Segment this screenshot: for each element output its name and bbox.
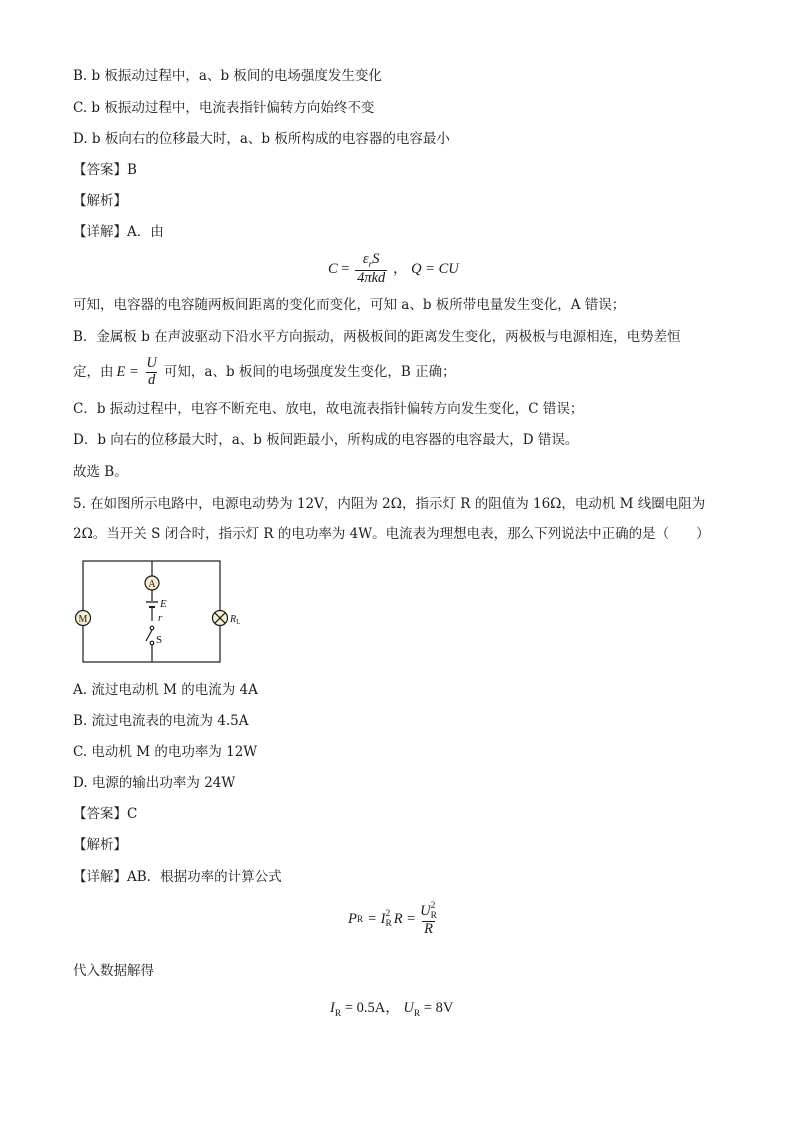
power-fraction bbox=[418, 902, 439, 938]
lamp-label-r: R bbox=[230, 614, 237, 625]
power-u-sub: R bbox=[430, 910, 437, 921]
capacitance-formula bbox=[328, 252, 459, 287]
power-i-scripts bbox=[385, 910, 391, 929]
paragraph-3-end: 可知，a、b 板间的电场强度发生变化，B 正确； bbox=[163, 364, 456, 381]
answer-label-2: 【答案】C bbox=[73, 806, 138, 822]
field-formula bbox=[117, 356, 161, 389]
power-i-sup: 2 bbox=[385, 909, 391, 920]
paragraph-4: C．b 振动过程中，电容不断充电、放电，故电流表指针偏转方向发生变化，C 错误； bbox=[73, 401, 584, 417]
lamp-icon bbox=[213, 611, 228, 626]
choice-a: A. 流过电动机 M 的电流为 4A bbox=[73, 682, 258, 698]
analysis-label-1: 【解析】 bbox=[73, 193, 127, 209]
analysis-label-2: 【解析】 bbox=[73, 837, 127, 853]
capacitance-fraction bbox=[355, 252, 387, 287]
result-i: I bbox=[330, 1000, 335, 1016]
motor-icon bbox=[76, 611, 91, 626]
power-r: R = bbox=[393, 911, 417, 928]
ammeter-icon bbox=[145, 576, 159, 590]
battery-icon bbox=[146, 602, 158, 607]
question-5-line-1: 5. 在如图所示电路中，电源电动势为 12V，内阻为 2Ω，指示灯 R 的阻值为 16Ω，电动机 M 线圈电阻为 bbox=[73, 496, 706, 512]
motor-label: M bbox=[78, 614, 88, 625]
formula-c: C bbox=[328, 260, 338, 277]
area-s: S bbox=[372, 251, 380, 267]
switch-label: S bbox=[156, 634, 163, 646]
power-p-sub: R bbox=[356, 914, 364, 925]
option-d-line: D. b 板向右的位移最大时，a、b 板所构成的电容器的电容最小 bbox=[73, 131, 450, 147]
lamp-label-sub: L bbox=[236, 618, 240, 626]
question-5-line-2: 2Ω。当开关 S 闭合时，指示灯 R 的电功率为 4W。电流表为理想电表，那么下列说法中正确的是（ ） bbox=[73, 526, 710, 542]
result-u: U bbox=[403, 1000, 414, 1016]
power-i-sub: R bbox=[385, 918, 392, 929]
paragraph-6: 故选 B。 bbox=[73, 464, 128, 480]
result-u-val: = 8V bbox=[423, 1000, 454, 1016]
option-c-line: C. b 板振动过程中，电流表指针偏转方向始终不变 bbox=[73, 100, 375, 116]
power-formula bbox=[348, 902, 441, 938]
separator: ， bbox=[392, 260, 408, 277]
choice-b: B. 流过电流表的电流为 4.5A bbox=[73, 713, 249, 729]
denominator: 4πkd bbox=[357, 270, 386, 287]
eps: ε bbox=[362, 251, 369, 267]
result-u-sub: R bbox=[413, 1008, 421, 1019]
eps-sub: r bbox=[368, 259, 373, 270]
switch-icon bbox=[146, 626, 154, 645]
answer-label-1: 【答案】B bbox=[73, 162, 137, 178]
emf-label: E bbox=[160, 598, 167, 610]
power-u: U bbox=[420, 902, 431, 919]
charge-formula: Q = CU bbox=[411, 260, 459, 277]
power-p: P bbox=[348, 911, 357, 928]
power-den: R bbox=[424, 921, 433, 937]
paragraph-1: 可知，电容器的电容随两板间距离的变化而变化，可知 a、b 板所带电量发生变化，A 错误； bbox=[73, 297, 626, 313]
choice-d: D. 电源的输出功率为 24W bbox=[73, 775, 236, 791]
choice-c: C. 电动机 M 的电功率为 12W bbox=[73, 744, 258, 760]
option-b-line: B. b 板振动过程中，a、b 板间的电场强度发生变化 bbox=[73, 68, 382, 84]
paragraph-2: B．金属板 b 在声波驱动下沿水平方向振动，两极板间的距离发生变化，两极板与电源相连，电势差恒 bbox=[73, 329, 681, 345]
detail-label-2: 【详解】AB．根据功率的计算公式 bbox=[73, 869, 282, 885]
result-i-sub: R bbox=[334, 1008, 342, 1019]
lamp-label bbox=[229, 614, 240, 626]
result-i-val: = 0.5A， bbox=[344, 1000, 400, 1016]
paragraph-3-start: 定，由 bbox=[73, 364, 114, 381]
paragraph-7: 代入数据解得 bbox=[73, 963, 154, 979]
field-e: E = bbox=[116, 363, 139, 380]
ammeter-label: A bbox=[148, 579, 156, 590]
power-i: = I bbox=[367, 911, 386, 928]
paragraph-5: D．b 向右的位移最大时，a、b 板间距最小，所构成的电容器的电容最大，D 错误。 bbox=[73, 432, 579, 448]
field-d: d bbox=[148, 371, 156, 388]
result-formula bbox=[330, 996, 453, 1019]
power-u-sup: 2 bbox=[430, 901, 436, 911]
internal-resistance-label: r bbox=[158, 612, 163, 624]
formula-eq: = bbox=[341, 260, 350, 277]
circuit-diagram bbox=[70, 555, 240, 670]
field-u: U bbox=[146, 355, 157, 371]
detail-label-1: 【详解】A．由 bbox=[73, 224, 164, 240]
paragraph-3 bbox=[73, 356, 456, 389]
